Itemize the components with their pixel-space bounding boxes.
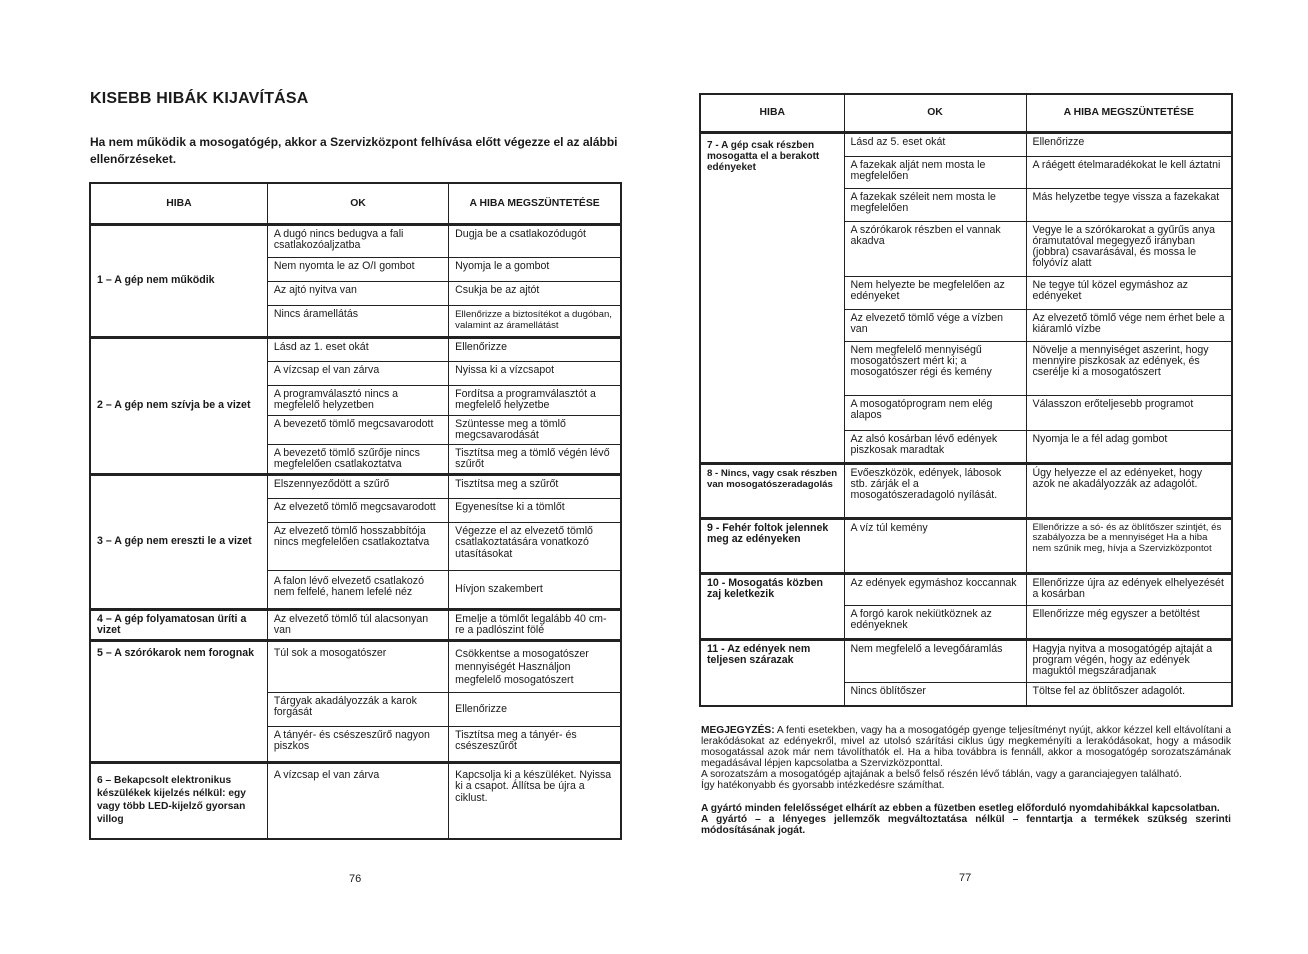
fix-cell: Töltse fel az öblítőszer adagolót. <box>1026 682 1232 706</box>
fix-cell: Tisztítsa meg a szűrőt <box>449 474 621 498</box>
fix-cell: Végezze el az elvezető tömlő csatlakoztatására vonatkozó utasításokat <box>449 522 621 570</box>
table-row <box>700 639 1232 682</box>
ok-cell: Az elvezető tömlő túl alacsonyan van <box>267 609 448 640</box>
note-label: MEGJEGYZÉS: <box>701 725 775 736</box>
fix-cell: Hívjon szakembert <box>449 570 621 609</box>
ok-cell: Nem megfelelő a levegőáramlás <box>844 639 1026 682</box>
table-row <box>90 609 621 640</box>
note-paragraph <box>701 725 1231 769</box>
fix-cell: Csukja be az ajtót <box>449 281 621 305</box>
ok-cell: A víz túl kemény <box>844 518 1026 573</box>
header-ok: OK <box>267 183 448 224</box>
fix-cell: Ellenőrizze <box>1026 132 1232 156</box>
fix-cell: Vegye le a szórókarokat a gyűrűs anya óramutatóval megegyező irányban (jobbra) csavarásával, és mossa le folyóvíz alatt <box>1026 221 1232 276</box>
fix-cell: Válasszon erőteljesebb programot <box>1026 395 1232 430</box>
hiba-cell: 1 – A gép nem működik <box>90 224 267 337</box>
header-megszuntetes: A HIBA MEGSZÜNTETÉSE <box>449 183 621 224</box>
ok-cell: Evőeszközök, edények, lábosok stb. zárják el a mosogatószeradagoló nyílását. <box>844 463 1026 518</box>
note-text: A fenti esetekben, vagy ha a mosogatógép gyenge teljesítményt nyújt, akkor kézzel kell eltávolítani a lerakódásokat az edényekről, mivel az utolsó szárítási ciklus úgy megkeményíti a lerakódásokat, hogy a második mosogatással azok már nem távolíthatók el. Ha a hiba továbbra is fennáll, akkor a mosogatógép sorozatszámának megadásával lépjen kapcsolatba a Szervizközponttal. <box>701 725 1231 769</box>
hiba-cell: 10 - Mosogatás közben zaj keletkezik <box>700 573 844 639</box>
hiba-cell: 9 - Fehér foltok jelennek meg az edényeken <box>700 518 844 573</box>
ok-cell: A programválasztó nincs a megfelelő helyzetben <box>267 385 448 415</box>
ok-cell: Lásd az 1. eset okát <box>267 337 448 361</box>
table-row <box>700 132 1232 156</box>
hiba-cell: 11 - Az edények nem teljesen szárazak <box>700 639 844 706</box>
ok-cell: A dugó nincs bedugva a fali csatlakozóaljzatba <box>267 224 448 257</box>
ok-cell: Az elvezető tömlő megcsavarodott <box>267 498 448 522</box>
ok-cell: Az alsó kosárban lévő edények piszkosak maradtak <box>844 430 1026 463</box>
fix-cell: Csökkentse a mosogatószer mennyiségét Használjon megfelelő mosogatószert <box>449 640 621 692</box>
ok-cell: A falon lévő elvezető csatlakozó nem felfelé, hanem lefelé néz <box>267 570 448 609</box>
fix-cell: Az elvezető tömlő vége nem érhet bele a kiáramló vízbe <box>1026 309 1232 341</box>
ok-cell: Az elvezető tömlő hosszabbítója nincs megfelelően csatlakoztatva <box>267 522 448 570</box>
table-row <box>700 518 1232 573</box>
hiba-cell: 3 – A gép nem ereszti le a vizet <box>90 474 267 609</box>
ok-cell: A fazekak alját nem mosta le megfelelően <box>844 156 1026 188</box>
page-number: 76 <box>349 873 362 885</box>
hiba-cell: 2 – A gép nem szívja be a vizet <box>90 337 267 474</box>
hiba-cell: 4 – A gép folyamatosan üríti a vizet <box>90 609 267 640</box>
fix-cell: Növelje a mennyiséget aszerint, hogy mennyire piszkosak az edények, és cserélje ki a mosogatószert <box>1026 341 1232 395</box>
ok-cell: Nincs öblítőszer <box>844 682 1026 706</box>
table-row <box>90 640 621 692</box>
header-hiba: HIBA <box>700 94 844 132</box>
fix-cell: Ellenőrizze <box>449 337 621 361</box>
fix-cell: Ellenőrizze a só- és az öblítőszer szintjét, és szabályozza be a mennyiséget Ha a hiba nem szűnik meg, hívja a Szervizközpontot <box>1026 518 1232 573</box>
ok-cell: A szórókarok részben el vannak akadva <box>844 221 1026 276</box>
ok-cell: Elszennyeződött a szűrő <box>267 474 448 498</box>
ok-cell: Nem nyomta le az O/I gombot <box>267 257 448 281</box>
table-row <box>700 463 1232 518</box>
fix-cell: A ráégett ételmaradékokat le kell áztatni <box>1026 156 1232 188</box>
header-megszuntetes: A HIBA MEGSZÜNTETÉSE <box>1026 94 1232 132</box>
fix-cell: Nyomja le a gombot <box>449 257 621 281</box>
fix-cell: Ellenőrizze még egyszer a betöltést <box>1026 605 1232 639</box>
ok-cell: Nem megfelelő mennyiségű mosogatószert mért ki; a mosogatószer régi és kemény <box>844 341 1026 395</box>
ok-cell: A bevezető tömlő megcsavarodott <box>267 415 448 444</box>
hiba-cell: 5 – A szórókarok nem forognak <box>90 640 267 762</box>
table-row <box>90 762 621 839</box>
ok-cell: A vízcsap el van zárva <box>267 762 448 839</box>
table-row <box>700 573 1232 605</box>
ok-cell: A fazekak széleit nem mosta le megfelelően <box>844 188 1026 221</box>
table-header-row <box>90 183 621 224</box>
ok-cell: Nem helyezte be megfelelően az edényeket <box>844 276 1026 309</box>
ok-cell: Tárgyak akadályozzák a karok forgását <box>267 692 448 726</box>
fix-cell: Dugja be a csatlakozódugót <box>449 224 621 257</box>
hiba-cell: 8 - Nincs, vagy csak részben van mosogatószeradagolás <box>700 463 844 518</box>
fix-cell: Ellenőrizze <box>449 692 621 726</box>
ok-cell: A forgó karok nekiütköznek az edényeknek <box>844 605 1026 639</box>
disclaimer: A gyártó – a lényeges jellemzők megváltoztatása nélkül – fenntartja a termékek szükség szerinti módosításának jogát. <box>701 814 1231 836</box>
fix-cell: Más helyzetbe tegye vissza a fazekakat <box>1026 188 1232 221</box>
ok-cell: Az edények egymáshoz koccannak <box>844 573 1026 605</box>
ok-cell: Nincs áramellátás <box>267 305 448 337</box>
table-row <box>90 474 621 498</box>
ok-cell: A tányér- és csészeszűrő nagyon piszkos <box>267 726 448 762</box>
ok-cell: A bevezető tömlő szűrője nincs megfelelően csatlakoztatva <box>267 444 448 474</box>
ok-cell: A vízcsap el van zárva <box>267 361 448 385</box>
fix-cell: Fordítsa a programválasztót a megfelelő helyzetbe <box>449 385 621 415</box>
note-line: A sorozatszám a mosogatógép ajtajának a belső felső részén lévő táblán, vagy a garanciajegyen található. <box>701 769 1182 780</box>
disclaimer: A gyártó minden felelősséget elhárít az ebben a füzetben esetleg előforduló nyomdahibákkal kapcsolatban. <box>701 803 1220 814</box>
fix-cell: Nyomja le a fél adag gombot <box>1026 430 1232 463</box>
page-title: KISEBB HIBÁK KIJAVÍTÁSA <box>90 90 309 107</box>
table-header-row <box>700 94 1232 132</box>
fix-cell: Ellenőrizze újra az edények elhelyezését a kosárban <box>1026 573 1232 605</box>
troubleshooting-table-left <box>89 182 622 840</box>
fix-cell: Tisztítsa meg a tömlő végén lévő szűrőt <box>449 444 621 474</box>
note-line: Így hatékonyabb és gyorsabb intézkedésre számíthat. <box>701 780 945 791</box>
hiba-cell: 6 – Bekapcsolt elektronikus készülékek kijelzés nélkül: egy vagy több LED-kijelző gyorsan villog <box>90 762 267 839</box>
fix-cell: Emelje a tömlőt legalább 40 cm-re a padlószint fölé <box>449 609 621 640</box>
ok-cell: A mosogatóprogram nem elég alapos <box>844 395 1026 430</box>
fix-cell: Szüntesse meg a tömlő megcsavarodását <box>449 415 621 444</box>
fix-cell: Kapcsolja ki a készüléket. Nyissa ki a csapot. Állítsa be újra a ciklust. <box>449 762 621 839</box>
ok-cell: Az ajtó nyitva van <box>267 281 448 305</box>
fix-cell: Ne tegye túl közel egymáshoz az edényeket <box>1026 276 1232 309</box>
fix-cell: Tisztítsa meg a tányér- és csészeszűrőt <box>449 726 621 762</box>
fix-cell: Egyenesítse ki a tömlőt <box>449 498 621 522</box>
ok-cell: Az elvezető tömlő vége a vízben van <box>844 309 1026 341</box>
troubleshooting-table-right <box>699 93 1233 707</box>
notes-section <box>701 725 1231 836</box>
ok-cell: Lásd az 5. eset okát <box>844 132 1026 156</box>
ok-cell: Túl sok a mosogatószer <box>267 640 448 692</box>
fix-cell: Hagyja nyitva a mosogatógép ajtaját a program végén, hogy az edények maguktól megszáradjanak <box>1026 639 1232 682</box>
intro-text: Ha nem működik a mosogatógép, akkor a Szervizközpont felhívása előtt végezze el az alábbi ellenőrzéseket. <box>90 135 618 166</box>
fix-cell: Úgy helyezze el az edényeket, hogy azok ne akadályozzák az adagolót. <box>1026 463 1232 518</box>
fix-cell: Nyissa ki a vízcsapot <box>449 361 621 385</box>
fix-cell: Ellenőrizze a biztosítékot a dugóban, valamint az áramellátást <box>449 305 621 337</box>
header-ok: OK <box>844 94 1026 132</box>
page-number: 77 <box>959 872 972 884</box>
header-hiba: HIBA <box>90 183 267 224</box>
right-page <box>654 0 1308 954</box>
hiba-cell: 7 - A gép csak részben mosogatta el a berakott edényeket <box>700 132 844 463</box>
table-row <box>90 337 621 361</box>
table-row <box>90 224 621 257</box>
